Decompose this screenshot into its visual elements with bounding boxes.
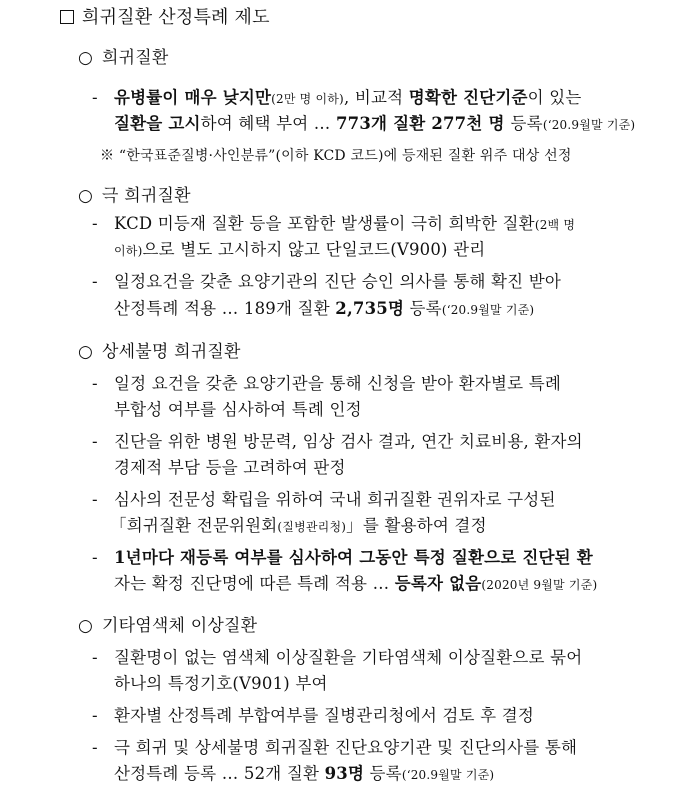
bullet-line-continued: 질환을 고시하여 혜택 부여 … 773개 질환 277천 명 등록(‘20.9월말 기준): [114, 114, 636, 133]
bullet-line: - 1년마다 재등록 여부를 심사하여 그동안 특정 질환으로 진단된 환: [92, 546, 593, 570]
section-heading: 희귀질환: [102, 48, 169, 68]
dash-bullet-icon: -: [92, 490, 98, 509]
bullet-line-continued: 「희귀질환 전문위원회(질병관리청)」를 활용하여 결정: [110, 516, 487, 535]
bullet-line: - 진단을 위한 병원 방문력, 임상 검사 결과, 연간 치료비용, 환자의: [92, 430, 583, 454]
section-heading: 극 희귀질환: [102, 186, 191, 206]
dash-bullet-icon: -: [92, 374, 98, 393]
dash-bullet-icon: -: [92, 706, 98, 725]
dash-bullet-icon: -: [92, 88, 98, 107]
bullet-line: - 질환명이 없는 염색체 이상질환을 기타염색체 이상질환으로 묶어: [92, 646, 582, 670]
section-heading: 상세불명 희귀질환: [102, 342, 241, 362]
bullet-line-continued: 자는 확정 진단명에 따른 특례 적용 … 등록자 없음(2020년 9월말 기준): [114, 574, 598, 593]
bullet-line: - 유병률이 매우 낮지만(2만 명 이하), 비교적 명확한 진단기준이 있는: [92, 86, 582, 111]
bullet-line: - 일정요건을 갖춘 요양기관의 진단 승인 의사를 통해 확진 받아: [92, 270, 561, 294]
dash-bullet-icon: -: [92, 738, 98, 757]
section-heading: 기타염색체 이상질환: [102, 616, 258, 636]
bullet-line-continued: 이하)으로 별도 고시하지 않고 단일코드(V900) 관리: [114, 240, 486, 259]
dash-bullet-icon: -: [92, 214, 98, 233]
dash-bullet-icon: -: [92, 432, 98, 451]
bullet-line: - 심사의 전문성 확립을 위하여 국내 희귀질환 권위자로 구성된: [92, 488, 556, 512]
circle-bullet-icon: ○: [78, 342, 94, 362]
bullet-line: - KCD 미등재 질환 등을 포함한 발생률이 극히 희박한 질환(2백 명: [92, 212, 575, 237]
checkbox-square-icon: [60, 10, 74, 24]
bullet-line-continued: 경제적 부담 등을 고려하여 판정: [114, 458, 346, 477]
page-title: 희귀질환 산정특례 제도: [82, 7, 270, 28]
dash-bullet-icon: -: [92, 648, 98, 667]
page-title-line: [60, 6, 270, 30]
circle-bullet-icon: ○: [78, 186, 94, 206]
circle-bullet-icon: ○: [78, 616, 94, 636]
section-heading-line: [78, 614, 257, 638]
dash-bullet-icon: -: [92, 272, 98, 291]
bullet-line: - 일정 요건을 갖춘 요양기관을 통해 신청을 받아 환자별로 특례: [92, 372, 561, 396]
bullet-line-continued: 부합성 여부를 심사하여 특례 인정: [114, 400, 362, 419]
bullet-line-continued: 하나의 특정기호(V901) 부여: [114, 674, 328, 693]
bullet-line-continued: 산정특례 등록 … 52개 질환 93명 등록(‘20.9월말 기준): [114, 764, 495, 783]
reference-mark: ※: [100, 148, 115, 164]
dash-bullet-icon: -: [92, 548, 98, 567]
section-heading-line: [78, 46, 169, 70]
bullet-line: - 극 희귀 및 상세불명 희귀질환 진단요양기관 및 진단의사를 통해: [92, 736, 577, 760]
note-line: [100, 144, 572, 168]
bullet-line: - 환자별 산정특례 부합여부를 질병관리청에서 검토 후 결정: [92, 704, 534, 728]
section-heading-line: [78, 184, 191, 208]
section-heading-line: [78, 340, 241, 364]
circle-bullet-icon: ○: [78, 48, 94, 68]
bullet-line-continued: 산정특례 적용 … 189개 질환 2,735명 등록(‘20.9월말 기준): [114, 299, 535, 318]
note-text: “한국표준질병·사인분류”(이하 KCD 코드)에 등재된 질환 위주 대상 선정: [118, 148, 572, 164]
